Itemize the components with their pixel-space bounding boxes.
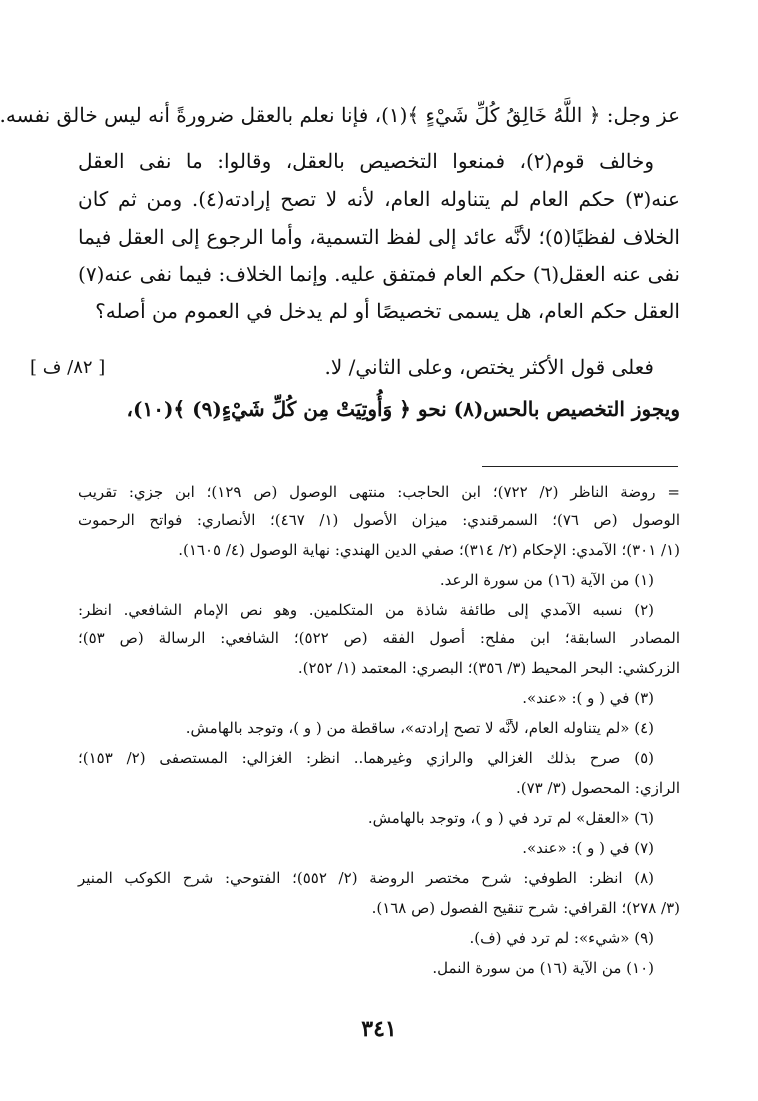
body-line-5: نفى عنه العقل(٦) حكم العام فمتفق عليه. وإنما الخلاف: فيما نفى عنه(٧) <box>78 262 680 286</box>
footnote-9: (٩) «شيء»: لم ترد في (ف). <box>469 929 654 947</box>
footnote-3: (٣) في ( و ): «عند». <box>522 689 654 707</box>
page-number: ٣٤١ <box>361 1016 397 1042</box>
footnote-2: (٢) نسبه الآمدي إلى طائفة شاذة من المتكلمين. وهو نص الإمام الشافعي. انظر: <box>78 601 654 619</box>
footnote-1: (١) من الآية (١٦) من سورة الرعد. <box>439 571 654 589</box>
body-line-1: عز وجل: ﴿ اللَّهُ خَالِقُ كُلِّ شَيْءٍ ﴾(١)، فإنا نعلم بالعقل ضرورةً أنه ليس خالق نفسه. <box>0 103 680 127</box>
footnote-line: المصادر السابقة؛ ابن مفلح: أصول الفقه (ص ٥٢٢)؛ الشافعي: الرسالة (ص ٥٣)؛ <box>78 629 680 647</box>
footnote-line: الوصول (ص ٧٦)؛ السمرقندي: ميزان الأصول (١/ ٤٦٧)؛ الأنصاري: فواتح الرحموت <box>78 511 680 529</box>
body-line-3: عنه(٣) حكم العام لم يتناوله العام، لأنه لا تصح إرادته(٤). ومن ثم كان <box>78 187 680 211</box>
footnote-line: الرازي: المحصول (٣/ ٧٣). <box>516 779 680 797</box>
footnote-line: = روضة الناظر (٢/ ٧٢٢)؛ ابن الحاجب: منتهى الوصول (ص ١٢٩)؛ ابن جزي: تقريب <box>78 483 680 501</box>
body-line-7: فعلى قول الأكثر يختص، وعلى الثاني/ لا. <box>324 355 654 379</box>
footnote-8: (٨) انظر: الطوفي: شرح مختصر الروضة (٢/ ٥٥٢)؛ الفتوحي: شرح الكوكب المنير <box>78 869 655 887</box>
footnote-10: (١٠) من الآية (١٦) من سورة النمل. <box>432 959 654 977</box>
body-line-4: الخلاف لفظيًا(٥)؛ لأنَّه عائد إلى لفظ التسمية، وأما الرجوع إلى العقل فيما <box>78 225 680 249</box>
footnote-line: الزركشي: البحر المحيط (٣/ ٣٥٦)؛ البصري: المعتمد (١/ ٢٥٢). <box>297 659 680 677</box>
footnote-line: (١/ ٣٠١)؛ الآمدي: الإحكام (٢/ ٣١٤)؛ صفي الدين الهندي: نهاية الوصول (٤/ ١٦٠٥). <box>178 541 680 559</box>
manuscript-folio-note: [ ٨٢/ ف ] <box>30 357 106 378</box>
body-line-8: ويجوز التخصيص بالحس(٨) نحو ﴿ وَأُوتِيَتْ مِن كُلِّ شَيْءٍ(٩) ﴾(١٠)، <box>126 397 680 421</box>
footnote-5: (٥) صرح بذلك الغزالي والرازي وغيرهما.. انظر: الغزالي: المستصفى (٢/ ١٥٣)؛ <box>78 749 654 767</box>
footnote-4: (٤) «لم يتناوله العام، لأنَّه لا تصح إرادته»، ساقطة من ( و )، وتوجد بالهامش. <box>185 719 654 737</box>
body-line-6: العقل حكم العام، هل يسمى تخصيصًا أو لم يدخل في العموم من أصله؟ <box>95 299 680 323</box>
body-line-2: وخالف قوم(٢)، فمنعوا التخصيص بالعقل، وقالوا: ما نفى العقل <box>78 149 654 173</box>
footnote-6: (٦) «العقل» لم ترد في ( و )، وتوجد بالهامش. <box>367 809 654 827</box>
footnote-separator <box>482 466 678 467</box>
footnote-7: (٧) في ( و ): «عند». <box>522 839 654 857</box>
footnote-line: (٣/ ٢٧٨)؛ القرافي: شرح تنقيح الفصول (ص ١٦٨). <box>371 899 680 917</box>
